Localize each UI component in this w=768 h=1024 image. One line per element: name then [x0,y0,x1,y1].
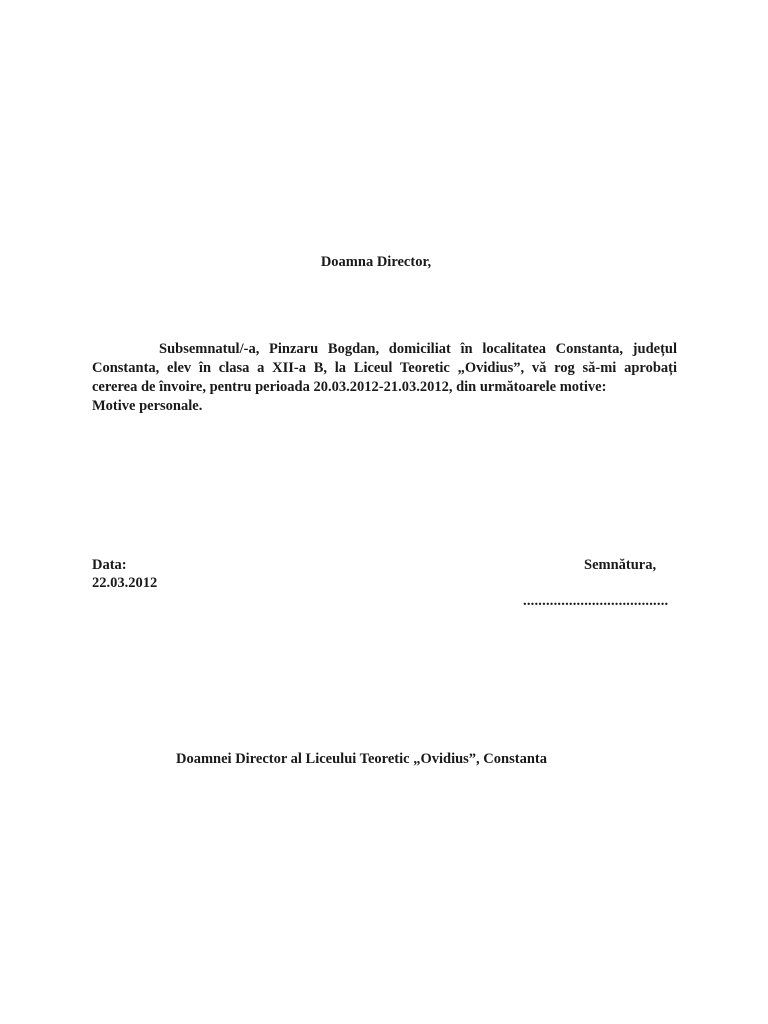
signature-line: ...................................... [523,593,669,609]
motive-text: Motive personale. [92,398,203,414]
paragraph-line-2: Constanta, elev în clasa a XII-a B, la Liceul Teoretic „Ovidius”, vă rog să-mi aprobați [92,360,677,376]
date-label: Data: [92,557,127,573]
addressee-line: Doamnei Director al Liceului Teoretic „Ovidius”, Constanta [176,751,547,767]
paragraph-line-1: Subsemnatul/-a, Pinzaru Bogdan, domiciliat în localitatea Constanta, județul [159,341,677,357]
request-paragraph [92,340,677,397]
salutation-heading: Doamna Director, [320,254,432,270]
signature-label: Semnătura, [584,557,657,573]
date-value: 22.03.2012 [92,575,158,591]
paragraph-line-3: cererea de învoire, pentru perioada 20.03.2012-21.03.2012, din următoarele motive: [92,379,607,395]
